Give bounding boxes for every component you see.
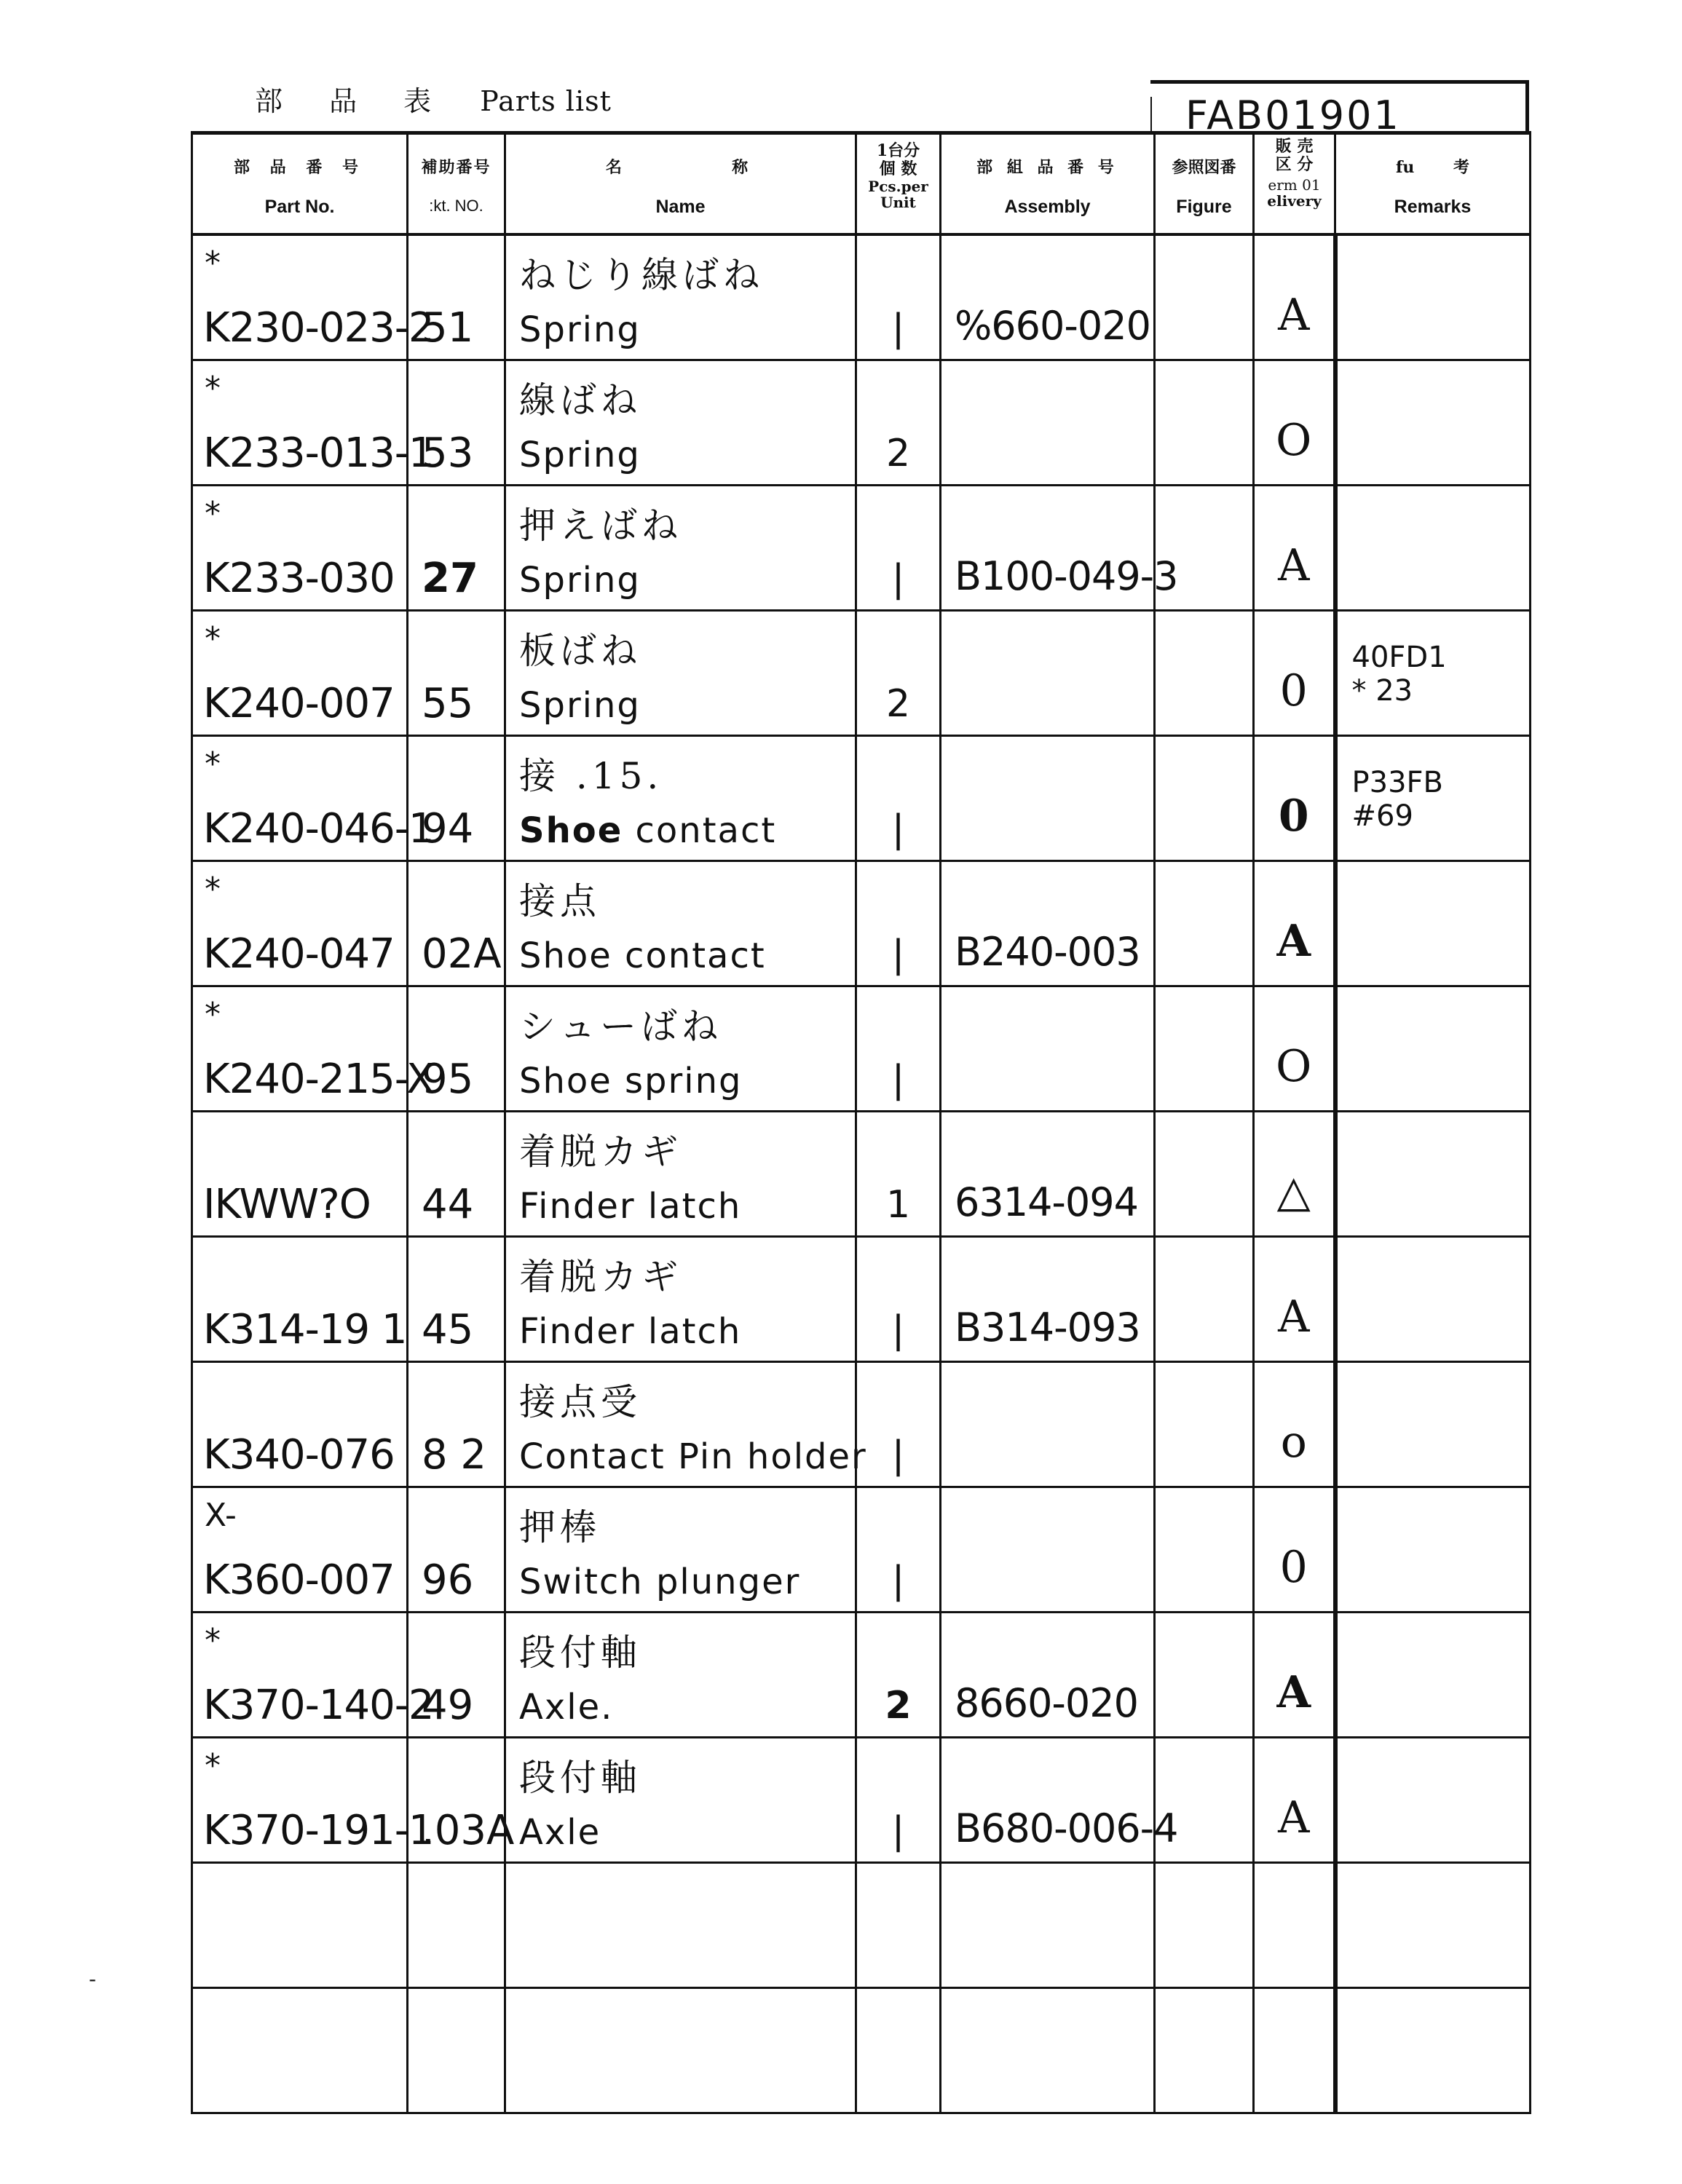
name-en: Finder latch: [519, 1185, 742, 1227]
qty-cell: [856, 1236, 941, 1361]
delivery-cell: [1254, 735, 1335, 860]
assembly-cell: [941, 610, 1155, 735]
figure-cell: [1155, 1487, 1254, 1612]
assembly: 6314-094: [955, 1179, 1138, 1225]
name-cell: [505, 485, 856, 610]
assembly: B314-093: [955, 1304, 1140, 1350]
table-row-8: [192, 1111, 1531, 1236]
item-no-cell: [408, 860, 505, 986]
qty-cell: [856, 1111, 941, 1236]
item-no: 51: [422, 304, 474, 352]
header-name: [505, 133, 856, 235]
header-item-no-en: :kt. NO.: [429, 197, 483, 215]
qty-cell: [856, 485, 941, 610]
part-no: K240-215-X: [203, 1055, 434, 1103]
name-jp: 段付軸: [519, 1631, 641, 1674]
page-heading: [255, 79, 612, 119]
star-mark: *: [205, 494, 221, 532]
name-jp: 線ばね: [519, 379, 641, 422]
delivery-cell: [1254, 1111, 1335, 1236]
item-no-cell: [408, 986, 505, 1111]
assembly-cell: [941, 1111, 1155, 1236]
header-figure: [1155, 133, 1254, 235]
item-no-cell: [408, 1111, 505, 1236]
table-row-3: [192, 485, 1531, 610]
header-assembly: [941, 133, 1155, 235]
part-no-cell: [192, 1737, 434, 1862]
item-no: 55: [422, 679, 474, 727]
name-cell: [505, 1987, 856, 2113]
assembly-cell: [941, 1612, 1155, 1737]
name-en: Spring: [519, 309, 641, 350]
figure-cell: [1155, 1361, 1254, 1487]
parts-table: [191, 131, 1531, 2114]
figure-cell: [1155, 860, 1254, 986]
figure-cell: [1155, 735, 1254, 860]
part-no: K233-013-1: [203, 429, 434, 477]
table-row-5: [192, 735, 1531, 860]
header-assembly-en: Assembly: [1004, 197, 1091, 217]
qty: |: [891, 1307, 905, 1352]
qty-cell: [856, 1987, 941, 2113]
name-jp: 接点受: [519, 1380, 641, 1423]
star-mark: *: [205, 995, 221, 1033]
name-cell: [505, 986, 856, 1111]
part-no-cell: [192, 735, 434, 860]
name-cell: [505, 1612, 856, 1737]
item-no-cell: [408, 234, 505, 360]
delivery: A: [1278, 290, 1310, 341]
table-row-2: [192, 360, 1531, 485]
name-en: Spring: [519, 684, 641, 726]
delivery-cell: [1254, 986, 1335, 1111]
name-en: Switch plunger: [519, 1561, 801, 1602]
header-remarks: [1335, 133, 1531, 235]
assembly: B240-003: [955, 928, 1140, 975]
header-item-no-jp: 補助番号: [421, 158, 491, 177]
assembly-cell: [941, 1236, 1155, 1361]
assembly: B680-006-4: [955, 1805, 1178, 1851]
figure-cell: [1155, 1987, 1254, 2113]
table-header-row: [192, 133, 1531, 235]
table-row-1: [192, 234, 1531, 360]
item-no: 8 2: [422, 1431, 487, 1479]
name-cell: [505, 1236, 856, 1361]
remarks-cell: [1335, 735, 1531, 860]
name-jp: 着脱カギ: [519, 1130, 682, 1173]
header-delivery: [1254, 133, 1335, 235]
table-row-15: [192, 1987, 1531, 2113]
item-no: 44: [422, 1180, 474, 1228]
delivery: A: [1276, 915, 1311, 967]
item-no-cell: [408, 1487, 505, 1612]
part-no: K240-047: [203, 930, 395, 978]
name-jp: 接点: [519, 879, 601, 922]
qty-cell: [856, 735, 941, 860]
qty-cell: [856, 1862, 941, 1987]
qty: 2: [885, 681, 911, 726]
remarks-cell: [1335, 1487, 1531, 1612]
name-jp: シューばね: [519, 1005, 722, 1048]
assembly-cell: [941, 1737, 1178, 1862]
header-figure-jp: 参照図番: [1172, 158, 1236, 177]
qty: 1: [885, 1182, 911, 1227]
item-no: 96: [422, 1556, 474, 1604]
item-no: .03A: [422, 1806, 515, 1854]
delivery-cell: [1254, 360, 1335, 485]
figure-cell: [1155, 485, 1254, 610]
remarks-cell: [1335, 610, 1531, 735]
part-no-cell: [192, 1862, 408, 1987]
item-no: 53: [422, 429, 474, 477]
delivery: A: [1278, 539, 1310, 591]
name-cell: [505, 1487, 856, 1612]
remarks-cell: [1335, 485, 1531, 610]
header-remarks-en: Remarks: [1394, 197, 1472, 217]
item-no: 27: [422, 554, 478, 602]
part-no-cell: [192, 1987, 408, 2113]
name-jp: 段付軸: [519, 1756, 641, 1799]
header-qty-jp1: 1台分: [876, 141, 920, 160]
table-row-6: [192, 860, 1531, 986]
header-item-no: [408, 133, 505, 235]
table-row-14: [192, 1862, 1531, 1987]
delivery-cell: [1254, 860, 1335, 986]
part-no-cell: [192, 360, 434, 485]
delivery-cell: [1254, 1737, 1335, 1862]
remarks-cell: [1335, 1737, 1531, 1862]
header-delivery-en2: elivery: [1267, 192, 1322, 210]
qty-cell: [856, 1361, 941, 1487]
table-row-9: [192, 1236, 1531, 1361]
delivery-cell: [1254, 1487, 1335, 1612]
remarks-cell: [1335, 1612, 1531, 1737]
delivery: 0: [1279, 1541, 1308, 1593]
title-en: Parts list: [480, 85, 612, 117]
header-qty-en1: Pcs.per: [868, 178, 928, 195]
name-en: Shoe contact: [519, 810, 777, 851]
delivery: 0: [1279, 665, 1308, 716]
assembly: B100-049-3: [955, 553, 1178, 599]
qty: |: [891, 807, 905, 851]
name-cell: [505, 1111, 856, 1236]
assembly-cell: [941, 485, 1178, 610]
part-no: K360-007: [203, 1556, 395, 1604]
remarks: 40FD1 * 23: [1351, 640, 1447, 708]
name-jp: 着脱カギ: [519, 1255, 682, 1298]
delivery: O: [1276, 414, 1312, 466]
header-assembly-jp: 部 組 品 番 号: [976, 158, 1118, 177]
header-figure-en: Figure: [1176, 197, 1232, 217]
qty: |: [891, 1558, 905, 1602]
qty: 2: [885, 431, 911, 475]
part-no-cell: [192, 986, 434, 1111]
figure-cell: [1155, 1111, 1254, 1236]
name-en: Finder latch: [519, 1310, 742, 1352]
assembly-cell: [941, 360, 1155, 485]
qty: |: [891, 1808, 905, 1853]
remarks-cell: [1335, 360, 1531, 485]
qty: |: [891, 306, 905, 350]
qty: |: [891, 1057, 905, 1101]
part-no-cell: [192, 1111, 408, 1236]
qty-cell: [856, 986, 941, 1111]
item-no-cell: [408, 1862, 505, 1987]
doc-id: FAB01901: [1185, 92, 1401, 138]
header-delivery-jp1: 販 売: [1275, 137, 1314, 156]
figure-cell: [1155, 986, 1254, 1111]
figure-cell: [1155, 1862, 1254, 1987]
item-no: 45: [422, 1305, 474, 1353]
item-no-cell: [408, 485, 505, 610]
part-no: K230-023-2: [203, 304, 434, 352]
name-en: Spring: [519, 434, 641, 475]
star-mark: *: [205, 1621, 221, 1659]
figure-cell: [1155, 1737, 1254, 1862]
qty-cell: [856, 234, 941, 360]
assembly-cell: [941, 986, 1155, 1111]
name-cell: [505, 860, 856, 986]
delivery-cell: [1254, 1236, 1335, 1361]
star-mark: *: [205, 1746, 221, 1784]
name-cell: [505, 360, 856, 485]
name-cell: [505, 610, 856, 735]
table-row-4: [192, 610, 1531, 735]
header-delivery-jp2: 区 分: [1275, 155, 1314, 174]
assembly-cell: [941, 1487, 1155, 1612]
item-no-cell: [408, 1987, 505, 2113]
header-name-jp: 名 称: [605, 158, 756, 177]
qty-cell: [856, 360, 941, 485]
delivery-cell: [1254, 485, 1335, 610]
table-row-7: [192, 986, 1531, 1111]
name-en: Axle.: [519, 1686, 614, 1728]
item-no-cell: [408, 735, 505, 860]
table-row-12: [192, 1612, 1531, 1737]
item-no-cell: [408, 360, 505, 485]
qty: |: [891, 932, 905, 976]
name-en: Contact Pin holder: [519, 1436, 867, 1477]
delivery-cell: [1254, 1361, 1335, 1487]
star-mark: *: [205, 369, 221, 407]
name-cell: [505, 1361, 867, 1487]
item-no: 02A: [422, 930, 502, 978]
figure-cell: [1155, 610, 1254, 735]
part-no-cell: [192, 1361, 408, 1487]
star-mark: *: [205, 870, 221, 908]
delivery: A: [1278, 1291, 1310, 1342]
part-no: K340-076: [203, 1431, 395, 1479]
part-no: K233-030: [203, 554, 395, 602]
delivery-cell: [1254, 1612, 1335, 1737]
qty: |: [891, 556, 905, 601]
figure-cell: [1155, 360, 1254, 485]
header-qty-en2: Unit: [880, 194, 916, 211]
qty-cell: [856, 1612, 941, 1737]
part-no: K370-191-1: [203, 1806, 434, 1854]
star-mark: X-: [205, 1496, 237, 1534]
item-no-cell: [408, 1361, 505, 1487]
item-no-cell: [408, 1236, 505, 1361]
qty-cell: [856, 610, 941, 735]
part-no-cell: [192, 485, 408, 610]
margin-mark: -: [89, 1967, 97, 1991]
remarks-cell: [1335, 860, 1531, 986]
qty-cell: [856, 1737, 941, 1862]
part-no-cell: [192, 1487, 408, 1612]
assembly: %660-020: [955, 302, 1150, 349]
name-cell: [505, 1862, 856, 1987]
header-part-no-en: Part No.: [264, 197, 335, 217]
part-no-cell: [192, 1236, 408, 1361]
remarks-cell: [1335, 986, 1531, 1111]
qty-cell: [856, 860, 941, 986]
item-no: 49: [422, 1681, 474, 1729]
part-no-cell: [192, 860, 408, 986]
name-jp: 接 .15.: [519, 754, 663, 797]
remarks-cell: [1335, 1987, 1531, 2113]
assembly-cell: [941, 234, 1155, 360]
header-delivery-en1: erm 01: [1268, 176, 1321, 194]
name-en: Spring: [519, 559, 641, 601]
star-mark: *: [205, 745, 221, 783]
name-jp: 板ばね: [519, 629, 641, 672]
star-mark: *: [205, 245, 221, 282]
doc-id-box: [1150, 80, 1529, 138]
figure-cell: [1155, 1612, 1254, 1737]
assembly-cell: [941, 1987, 1155, 2113]
name-cell: [505, 1737, 856, 1862]
delivery-cell: [1254, 1862, 1335, 1987]
figure-cell: [1155, 234, 1254, 360]
delivery: △: [1276, 1166, 1311, 1217]
part-no: K370-140-2: [203, 1681, 434, 1729]
part-no-cell: [192, 234, 434, 360]
table-row-11: [192, 1487, 1531, 1612]
part-no: K240-007: [203, 679, 395, 727]
delivery-cell: [1254, 1987, 1335, 2113]
name-jp: ねじり線ばね: [519, 254, 764, 296]
qty: |: [891, 1433, 905, 1477]
table-row-13: [192, 1737, 1531, 1862]
part-no: IKWW?O: [203, 1180, 371, 1228]
delivery-cell: [1254, 234, 1335, 360]
remarks: P33FB #69: [1351, 765, 1443, 833]
delivery: o: [1280, 1416, 1307, 1468]
star-mark: *: [205, 620, 221, 657]
item-no-cell: [408, 1737, 515, 1862]
item-no: 95: [422, 1055, 474, 1103]
item-no-cell: [408, 610, 505, 735]
figure-cell: [1155, 1236, 1254, 1361]
title-jp: 部 品 表: [255, 85, 451, 117]
assembly-cell: [941, 1862, 1155, 1987]
name-jp: 押棒: [519, 1506, 601, 1548]
name-en: Shoe spring: [519, 1060, 743, 1101]
name-cell: [505, 234, 856, 360]
remarks-cell: [1335, 1236, 1531, 1361]
header-name-en: Name: [655, 197, 706, 217]
assembly-cell: [941, 1361, 1155, 1487]
name-en: Axle: [519, 1811, 601, 1853]
item-no-cell: [408, 1612, 505, 1737]
remarks-cell: [1335, 1111, 1531, 1236]
header-remarks-jp: fu 考: [1395, 158, 1470, 177]
remarks-cell: [1335, 1862, 1531, 1987]
assembly-cell: [941, 860, 1155, 986]
remarks-cell: [1335, 234, 1531, 360]
name-en: Shoe contact: [519, 935, 766, 976]
part-no: K240-046-1: [203, 804, 434, 852]
name-jp: 押えばね: [519, 504, 682, 547]
delivery: O: [1276, 1040, 1312, 1092]
delivery: A: [1278, 1792, 1310, 1843]
header-qty-jp2: 個 数: [879, 159, 917, 178]
table-row-10: [192, 1361, 1531, 1487]
qty-cell: [856, 1487, 941, 1612]
delivery-cell: [1254, 610, 1335, 735]
qty: 2: [885, 1683, 912, 1728]
assembly-cell: [941, 735, 1155, 860]
delivery: 0: [1278, 790, 1309, 842]
part-no-cell: [192, 1612, 434, 1737]
header-part-no: [192, 133, 408, 235]
item-no: 94: [422, 804, 474, 852]
part-no-cell: [192, 610, 408, 735]
remarks-cell: [1335, 1361, 1531, 1487]
part-no: K314-19 1: [203, 1305, 407, 1353]
header-qty: [856, 133, 941, 235]
delivery: A: [1276, 1666, 1311, 1718]
name-cell: [505, 735, 856, 860]
assembly: 8660-020: [955, 1679, 1138, 1726]
header-part-no-jp: 部 品 番 号: [234, 158, 366, 177]
